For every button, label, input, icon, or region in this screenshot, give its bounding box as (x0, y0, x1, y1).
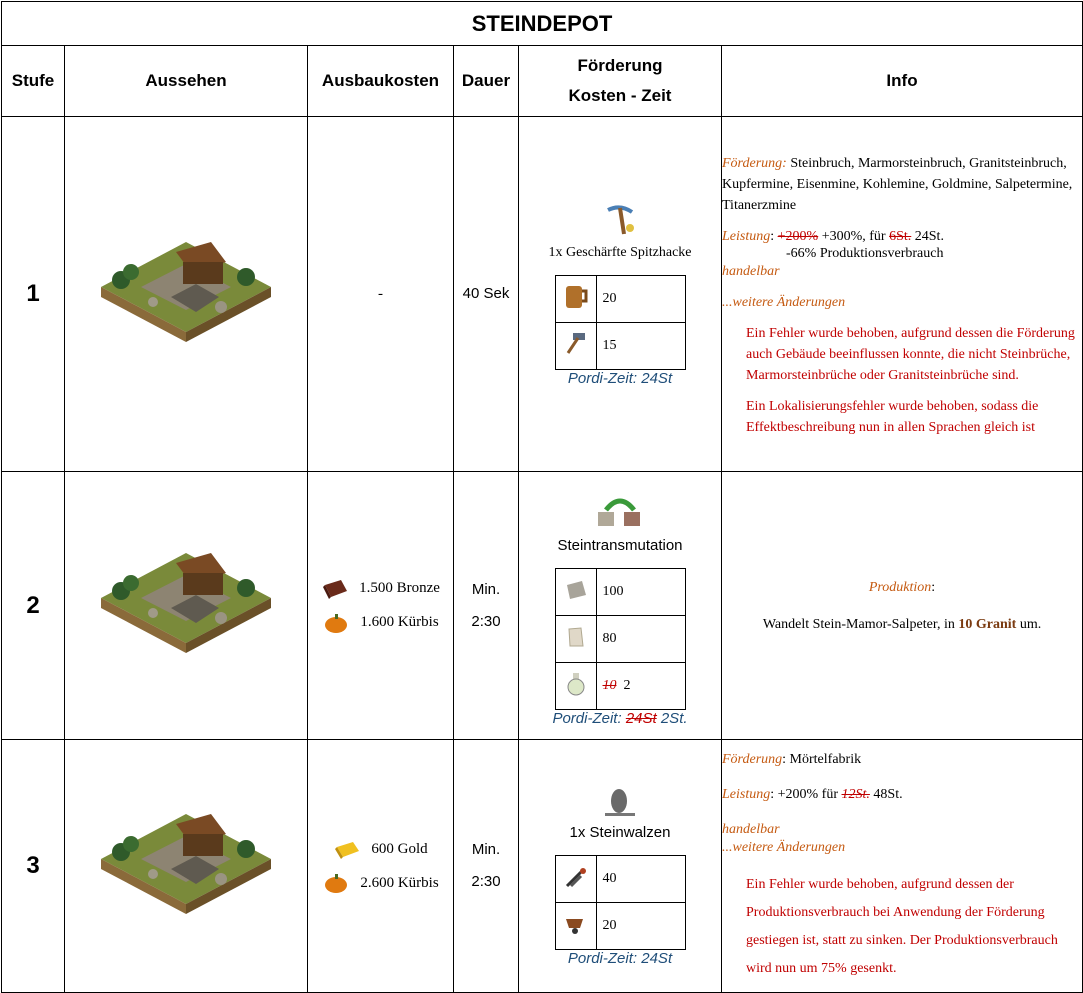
pliers-icon (555, 856, 596, 903)
pordi-label: Pordi-Zeit: (552, 710, 622, 727)
dauer-line2: 2:30 (471, 873, 501, 890)
material-row (555, 322, 685, 369)
header-foerderung-line2: Kosten - Zeit (568, 86, 672, 105)
foerderung-text: Steinbruch, Marmorsteinbruch, Granitsteinbruch, Kupfermine, Eisenmine, Kohlemine, Goldmine, Salpetermine, Titanerzmine (722, 155, 1073, 213)
pumpkin-icon (322, 871, 350, 895)
produktion-label: Produktion (868, 579, 932, 595)
leistung-time-new: 48St. (873, 787, 903, 802)
production-name: 1x Geschärfte Spitzhacke (548, 244, 692, 260)
foerderung-cell (519, 472, 722, 740)
material-row (555, 856, 685, 903)
material-value (596, 663, 685, 710)
foerderung-label: Förderung: (722, 155, 787, 171)
material-row (555, 663, 685, 710)
weitere-aenderungen: ...weitere Änderungen (722, 294, 846, 310)
header-stufe: Stufe (2, 46, 65, 117)
fix-note-1: Ein Fehler wurde behoben, aufgrund dessen der Produktionsverbrauch bei Anwendung der Förderung gestiegen ist, statt zu sinken. Der Produktionsverbrauch wird nun um 75% gesenkt. (746, 877, 1058, 976)
material-row (555, 903, 685, 950)
foerderung-label: Förderung (722, 752, 783, 767)
leistung-new: +200% für (777, 787, 839, 802)
leistung-time-new: 24St. (914, 228, 944, 244)
info-cell (722, 472, 1083, 740)
fix-note-2: Ein Lokalisierungsfehler wurde behoben, sodass die Effektbeschreibung nun in allen Sprachen gleich ist (746, 398, 1039, 435)
header-foerderung-line1: Förderung (577, 56, 663, 75)
pordi-value: 24St (641, 950, 673, 967)
cost-line (308, 871, 453, 895)
table-row (2, 117, 1083, 472)
marble-icon (555, 616, 596, 663)
production-name: 1x Steinwalzen (569, 824, 671, 841)
depot-level-1-image (101, 242, 271, 342)
info-cell: Förderung: Steinbruch, Marmorsteinbruch, Granitsteinbruch, Kupfermine, Eisenmine, Kohlemine, Goldmine, Salpetermine, Titanerzmine Leistung: +200% +300%, für 6St. 24St. -66% Produktionsverbrauch handelbar ...weitere Änderungen Ein Fehler wurde behoben, aufgrund dessen die Förderung auch Gebäude beeinflussen konnte, die nicht Steinbrüche, Marmorsteinbrüche oder Granitsteinbrüche sind. Ein Lokalisierungsfehler wurde behoben, sodass die Effektbeschreibung nun in allen Sprachen gleich ist (722, 117, 1083, 472)
transmutation-icon (594, 496, 646, 530)
header-foerderung (519, 46, 722, 117)
leistung-time-old: 6St. (889, 228, 912, 244)
materials-table (555, 568, 686, 710)
foerderung-text: Mörtelfabrik (789, 752, 862, 767)
pumpkin-icon (322, 611, 350, 635)
dauer-line2: 2:30 (471, 612, 501, 630)
material-value: 100 (596, 569, 685, 616)
pordi-value: 24St (641, 369, 673, 387)
dauer-line1: Min. (471, 580, 501, 598)
leistung-label: Leistung (722, 228, 771, 244)
leistung-time-old: 12St. (841, 787, 870, 802)
steindepot-table (1, 1, 1083, 993)
stufe-cell: 2 (2, 472, 65, 740)
handelbar-text: handelbar (722, 263, 780, 279)
material-value-new: 2 (623, 678, 631, 693)
foerderung-cell (519, 117, 722, 472)
dauer-cell (454, 472, 519, 740)
materials-table (555, 275, 686, 370)
cost-line (308, 837, 453, 861)
table-title: STEINDEPOT (2, 2, 1083, 46)
cost-cell: - (308, 117, 454, 472)
material-value: 40 (596, 856, 685, 903)
potion-icon (555, 663, 596, 710)
header-aussehen: Aussehen (65, 46, 308, 117)
production-name: Steintransmutation (557, 537, 683, 554)
depot-level-2-image (101, 553, 271, 653)
header-dauer: Dauer (454, 46, 519, 117)
cost-text: 1.600 Kürbis (360, 614, 439, 630)
leistung-fuer: für (869, 228, 886, 244)
building-image (65, 740, 308, 993)
dauer-line1: Min. (471, 841, 501, 858)
stufe-cell: 1 (2, 117, 65, 472)
cost-line (308, 611, 453, 635)
gold-bar-icon (333, 837, 361, 861)
pordi-zeit: Pordi-Zeit: 24St (567, 369, 673, 387)
material-row (555, 616, 685, 663)
material-value-old: 10 (602, 678, 617, 693)
dauer-cell (454, 117, 519, 472)
pordi-label: Pordi-Zeit (567, 950, 633, 967)
header-ausbaukosten: Ausbaukosten (308, 46, 454, 117)
leistung-label: Leistung (722, 787, 771, 802)
leistung-old: +200% (777, 228, 819, 244)
cost-text: 1.500 Bronze (359, 580, 440, 596)
cost-text: 600 Gold (371, 840, 428, 857)
handelbar-text: handelbar (722, 822, 780, 837)
produktion-colon: : (931, 579, 936, 595)
produktion-end: um. (1019, 616, 1042, 632)
material-row (555, 275, 685, 322)
table-row (2, 740, 1083, 993)
fix-note-1: Ein Fehler wurde behoben, aufgrund dessen die Förderung auch Gebäude beeinflussen konnte, die nicht Steinbrüche, Marmorsteinbrüche oder Granitsteinbrüche sind. (746, 325, 1075, 383)
pordi-old: 24St (625, 710, 657, 727)
cost-cell (308, 740, 454, 993)
stufe-cell: 3 (2, 740, 65, 993)
dauer-value: 40 Sek (462, 285, 510, 302)
pordi-value: 2St. (660, 710, 688, 727)
cost-text: 2.600 Kürbis (360, 874, 439, 891)
info-cell: Förderung: Mörtelfabrik Leistung: +200% für 12St. 48St. handelbar ...weitere Änderungen Ein Fehler wurde behoben, aufgrund dessen der Produktionsverbrauch bei Anwendung der Förderung gestiegen ist, statt zu sinken. Der Produktionsverbrauch wird nun um 75% gesenkt. (722, 740, 1083, 993)
hammer-icon (555, 322, 596, 369)
wheelbarrow-icon (555, 903, 596, 950)
pickaxe-icon (602, 202, 638, 238)
pordi-zeit (519, 710, 721, 727)
bronze-bar-icon (321, 577, 349, 601)
mug-icon (555, 275, 596, 322)
stone-roller-icon (603, 779, 637, 817)
material-value: 20 (596, 275, 685, 322)
materials-table (555, 855, 686, 950)
pordi-label: Pordi-Zeit (567, 369, 633, 387)
cost-cell (308, 472, 454, 740)
weitere-aenderungen: ...weitere Änderungen (722, 840, 846, 855)
verbrauch-text: -66% Produktionsverbrauch (786, 245, 944, 261)
stone-icon (555, 569, 596, 616)
leistung-new: +300%, (821, 228, 866, 244)
building-image (65, 472, 308, 740)
material-value: 15 (596, 322, 685, 369)
material-value: 20 (596, 903, 685, 950)
depot-level-3-image (101, 814, 271, 914)
building-image (65, 117, 308, 472)
produktion-bold: 10 Granit (958, 616, 1017, 632)
material-value: 80 (596, 616, 685, 663)
pordi-zeit: Pordi-Zeit: 24St (567, 950, 673, 967)
table-row (2, 472, 1083, 740)
cost-line (308, 577, 453, 601)
material-row (555, 569, 685, 616)
header-info: Info (722, 46, 1083, 117)
foerderung-cell (519, 740, 722, 993)
dauer-cell (454, 740, 519, 993)
produktion-text: Wandelt Stein-Mamor-Salpeter, in (762, 616, 955, 632)
